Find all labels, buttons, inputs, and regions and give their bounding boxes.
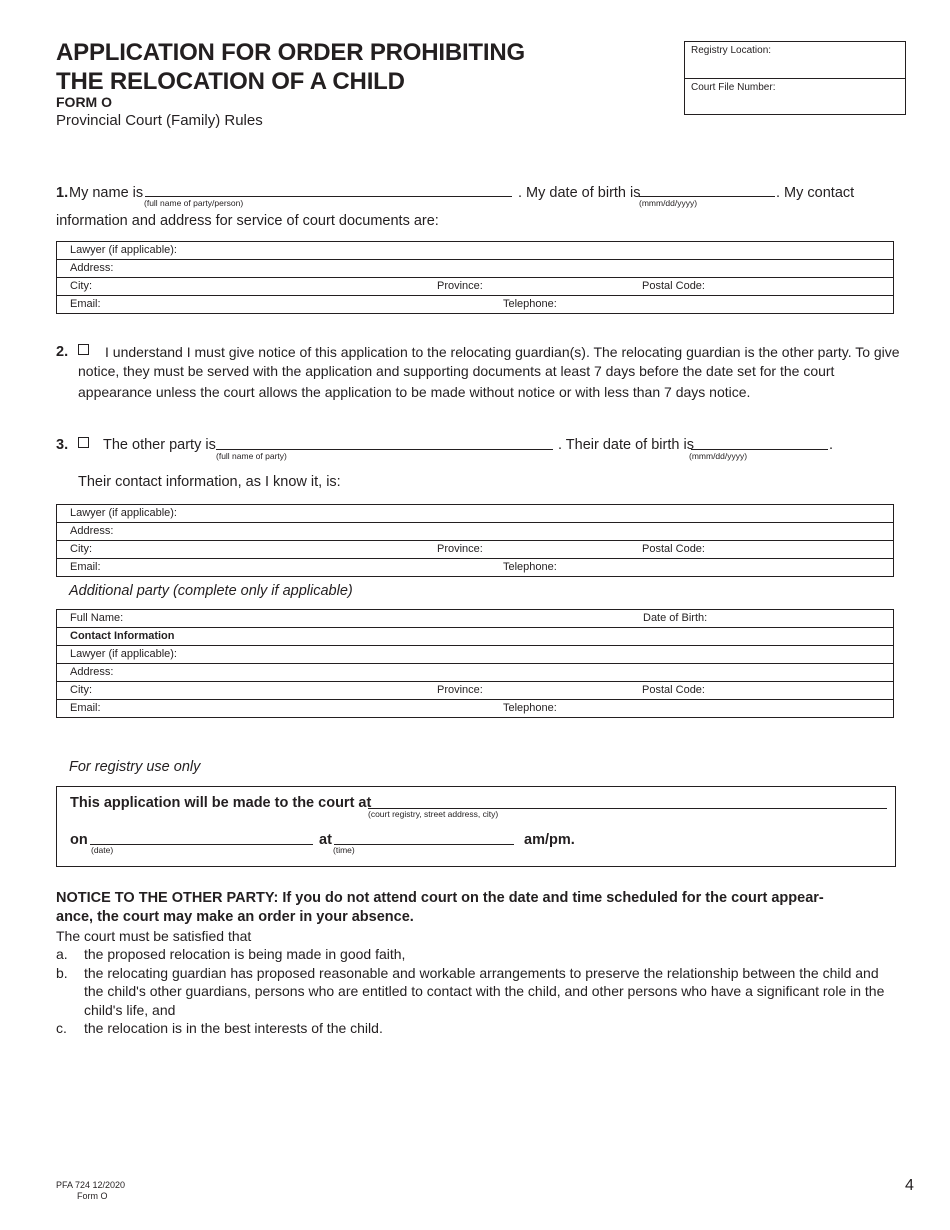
section-2-line-1: I understand I must give notice of this application to the relocating guardian(s). The relocating guardian is the other party. To give xyxy=(105,344,900,360)
other-party-dob-hint: (mmm/dd/yyyy) xyxy=(689,451,748,461)
footer-form: Form O xyxy=(77,1191,108,1201)
city-row[interactable] xyxy=(57,277,893,295)
province-label: Province: xyxy=(437,543,483,555)
on-text: on xyxy=(70,832,88,848)
postal-code-label: Postal Code: xyxy=(642,684,705,696)
province-label: Province: xyxy=(437,684,483,696)
lawyer-label: Lawyer (if applicable): xyxy=(70,507,177,519)
other-party-contact-table xyxy=(56,504,894,577)
registry-use-heading: For registry use only xyxy=(69,759,201,775)
telephone-label: Telephone: xyxy=(503,561,557,573)
section-1-number: 1. xyxy=(56,185,69,201)
court-file-number-label: Court File Number: xyxy=(691,82,776,93)
my-contact-table xyxy=(56,241,894,314)
court-date-input[interactable] xyxy=(90,844,313,845)
city-label: City: xyxy=(70,280,92,292)
my-name-hint: (full name of party/person) xyxy=(144,198,244,208)
email-label: Email: xyxy=(70,561,101,573)
address-row[interactable] xyxy=(57,522,893,540)
address-label: Address: xyxy=(70,262,114,274)
section-2-checkbox[interactable] xyxy=(78,344,89,355)
notice-item-line: child's life, and xyxy=(84,1001,176,1018)
section-3-checkbox[interactable] xyxy=(78,437,89,448)
contact-information-label: Contact Information xyxy=(70,630,175,642)
full-name-row[interactable] xyxy=(57,610,893,627)
other-party-contact-intro: Their contact information, as I know it, is: xyxy=(78,474,341,490)
court-satisfied-text: The court must be satisfied that xyxy=(56,928,252,944)
notice-item xyxy=(56,964,896,1020)
address-row[interactable] xyxy=(57,663,893,681)
full-name-label: Full Name: xyxy=(70,612,124,624)
page-number: 4 xyxy=(905,1177,914,1194)
city-row[interactable] xyxy=(57,681,893,699)
other-party-name-hint: (full name of party) xyxy=(216,451,287,461)
lawyer-row[interactable] xyxy=(57,505,893,522)
notice-item-marker: a. xyxy=(56,946,68,962)
other-party-name-input[interactable] xyxy=(216,449,553,450)
city-row[interactable] xyxy=(57,540,893,558)
telephone-label: Telephone: xyxy=(503,702,557,714)
court-appearance-box xyxy=(56,786,896,867)
notice-item-line: the child's other guardians, persons who are entitled to contact with the child, and other persons who have a significant role in the xyxy=(84,983,885,999)
registry-location-label: Registry Location: xyxy=(691,45,772,56)
made-to-court-text: This application will be made to the court at xyxy=(70,795,372,811)
court-location-hint: (court registry, street address, city) xyxy=(368,809,499,819)
registry-box xyxy=(684,41,906,115)
my-dob-text: . My date of birth is xyxy=(518,185,641,201)
court-time-hint: (time) xyxy=(333,845,355,855)
email-row[interactable] xyxy=(57,295,893,313)
notice-item-line: the relocation is in the best interests of the child. xyxy=(84,1020,383,1036)
city-label: City: xyxy=(70,684,92,696)
additional-party-table xyxy=(56,609,894,718)
notice-line-1: NOTICE TO THE OTHER PARTY: If you do not attend court on the date and time scheduled for the court appear- xyxy=(56,890,824,906)
email-label: Email: xyxy=(70,702,101,714)
other-party-text: The other party is xyxy=(103,437,216,453)
form-label: FORM O xyxy=(56,94,112,110)
court-file-number-field[interactable] xyxy=(685,78,905,115)
footer-info xyxy=(56,1180,125,1202)
ampm-text: am/pm. xyxy=(524,832,575,848)
dob-period: . xyxy=(829,437,834,453)
postal-code-label: Postal Code: xyxy=(642,280,705,292)
notice-item xyxy=(56,1019,896,1038)
email-row[interactable] xyxy=(57,558,893,576)
my-name-text: My name is xyxy=(69,185,144,201)
registry-location-field[interactable] xyxy=(685,42,905,79)
section-3-number: 3. xyxy=(56,437,69,453)
notice-item-line: the relocating guardian has proposed reasonable and workable arrangements to preserve the relationship between the child and xyxy=(84,964,879,981)
my-dob-input[interactable] xyxy=(639,196,775,197)
city-label: City: xyxy=(70,543,92,555)
email-label: Email: xyxy=(70,298,101,310)
footer-code: PFA 724 12/2020 xyxy=(56,1180,126,1190)
title-line-2: THE RELOCATION OF A CHILD xyxy=(56,68,405,95)
section-2-line-3: appearance unless the court allows the application to be made without notice or with less than 7 days notice. xyxy=(78,384,751,400)
address-label: Address: xyxy=(70,666,114,678)
notice-list xyxy=(56,945,896,1038)
address-row[interactable] xyxy=(57,259,893,277)
date-of-birth-label: Date of Birth: xyxy=(643,612,708,624)
contact-information-row xyxy=(57,627,893,645)
email-row[interactable] xyxy=(57,699,893,717)
form-subtitle: Provincial Court (Family) Rules xyxy=(56,112,263,129)
my-contact-text: . My contact xyxy=(776,185,855,201)
section-2-line-2: notice, they must be served with the application and supporting documents at least 7 days before the date set for the court xyxy=(78,363,835,379)
postal-code-label: Postal Code: xyxy=(642,543,705,555)
notice-item xyxy=(56,945,896,964)
at-text: at xyxy=(319,832,332,848)
court-time-input[interactable] xyxy=(334,844,514,845)
section-1-line-2: information and address for service of court documents are: xyxy=(56,213,439,229)
other-party-dob-text: . Their date of birth is xyxy=(558,437,694,453)
lawyer-row[interactable] xyxy=(57,645,893,663)
notice-item-line: the proposed relocation is being made in good faith, xyxy=(84,946,406,962)
section-2-number: 2. xyxy=(56,344,69,360)
my-name-input[interactable] xyxy=(145,196,512,197)
form-title xyxy=(56,38,525,96)
other-party-dob-input[interactable] xyxy=(691,449,828,450)
notice-item-marker: c. xyxy=(56,1020,67,1036)
notice-line-2: ance, the court may make an order in your absence. xyxy=(56,909,414,925)
telephone-label: Telephone: xyxy=(503,298,557,310)
lawyer-row[interactable] xyxy=(57,242,893,259)
lawyer-label: Lawyer (if applicable): xyxy=(70,648,177,660)
my-dob-hint: (mmm/dd/yyyy) xyxy=(639,198,698,208)
additional-party-heading: Additional party (complete only if applicable) xyxy=(69,583,353,599)
notice-heading xyxy=(56,889,824,927)
province-label: Province: xyxy=(437,280,483,292)
address-label: Address: xyxy=(70,525,114,537)
notice-item-marker: b. xyxy=(56,964,68,981)
title-line-1: APPLICATION FOR ORDER PROHIBITING xyxy=(56,39,525,66)
lawyer-label: Lawyer (if applicable): xyxy=(70,244,177,256)
court-date-hint: (date) xyxy=(91,845,114,855)
